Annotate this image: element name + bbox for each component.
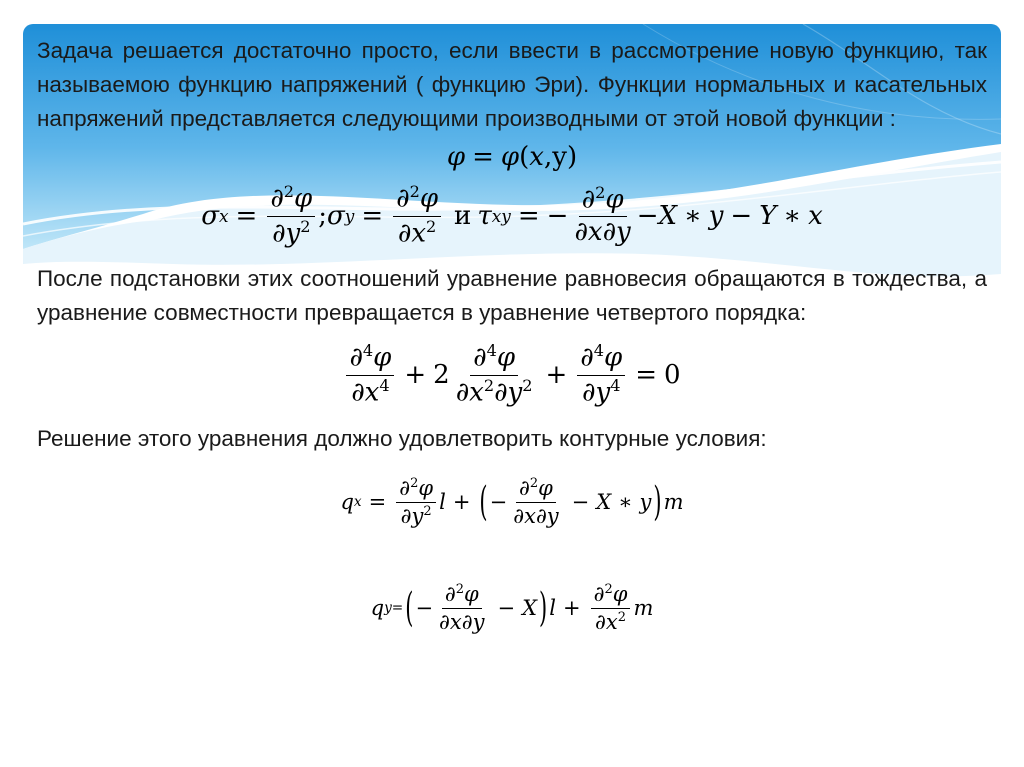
fraction-qx-d2phi-dxdy: $\frac{\partial^2\varphi}{\partial x\partial y}$: [513, 476, 559, 528]
fraction-d2phi-dxdy: $\frac{\partial^2\varphi}{\partial x\partial y}$: [574, 182, 631, 248]
substitution-paragraph: После подстановки этих соотношений уравнение равновесия обращаются в тождества, а уравнение совместности превращается в уравнение четвертого порядка:: [37, 266, 987, 325]
fraction-d2phi-dx2: $\frac{\partial^2\varphi}{\partial x^2}$: [393, 183, 441, 249]
intro-paragraph: Задача решается достаточно просто, если ввести в рассмотрение новую функцию, так называемою функцию напряжений ( функцию Эри). Функции нормальных и касательных напряжений представляется следующими производными от этой новой функции :: [37, 38, 987, 131]
fraction-d4phi-dx4: $\frac{\partial^4\varphi}{\partial x^4}$: [346, 342, 394, 408]
boundary-condition-qy: q y= ( − $\frac{\partial^2\varphi}{\partial x\partial y}$ − X ) l + $\frac{\partial^2\varphi}{\partial x^2}$ m: [370, 582, 654, 634]
stress-components-equation: σ x = $\frac{\partial^2\varphi}{\partial y^2}$ ; σ y = $\frac{\partial^2\varphi}{\partial x^2}$ и τ xy = − $\frac{\partial^2\varphi}{\partial x\partial y}$ − X ∗ y − Y ∗ x: [201, 181, 823, 249]
biharmonic-equation: $\frac{\partial^4\varphi}{\partial x^4}$ + 2 $\frac{\partial^4\varphi}{\partial x^2\partial y^2}$ + $\frac{\partial^4\varphi}{\partial y^4}$ = 0: [37, 330, 987, 420]
fraction-d4phi-dy4: $\frac{\partial^4\varphi}{\partial y^4}$: [577, 342, 625, 408]
slide: [23, 24, 1001, 743]
fraction-qy-d2phi-dx2: $\frac{\partial^2\varphi}{\partial x^2}$: [591, 582, 631, 633]
fraction-d2phi-dy2: $\frac{\partial^2\varphi}{\partial y^2}$: [267, 183, 315, 249]
fraction-d4phi-dx2dy2: $\frac{\partial^4\varphi}{\partial x^2\partial y^2}$: [455, 340, 533, 408]
boundary-condition-qx: q x = $\frac{\partial^2\varphi}{\partial y^2}$ l + ( − $\frac{\partial^2\varphi}{\partial x\partial y}$ − X ∗ y ) m: [340, 476, 684, 528]
fraction-qy-d2phi-dxdy: $\frac{\partial^2\varphi}{\partial x\partial y}$: [439, 582, 485, 634]
slide-content: [37, 34, 987, 654]
fraction-qx-d2phi-dy2: $\frac{\partial^2\varphi}{\partial y^2}$: [396, 476, 436, 527]
airy-function-definition: φ = φ ( x , y ): [446, 142, 578, 172]
boundary-conditions-paragraph: Решение этого уравнения должно удовлетворить контурные условия:: [37, 426, 767, 451]
